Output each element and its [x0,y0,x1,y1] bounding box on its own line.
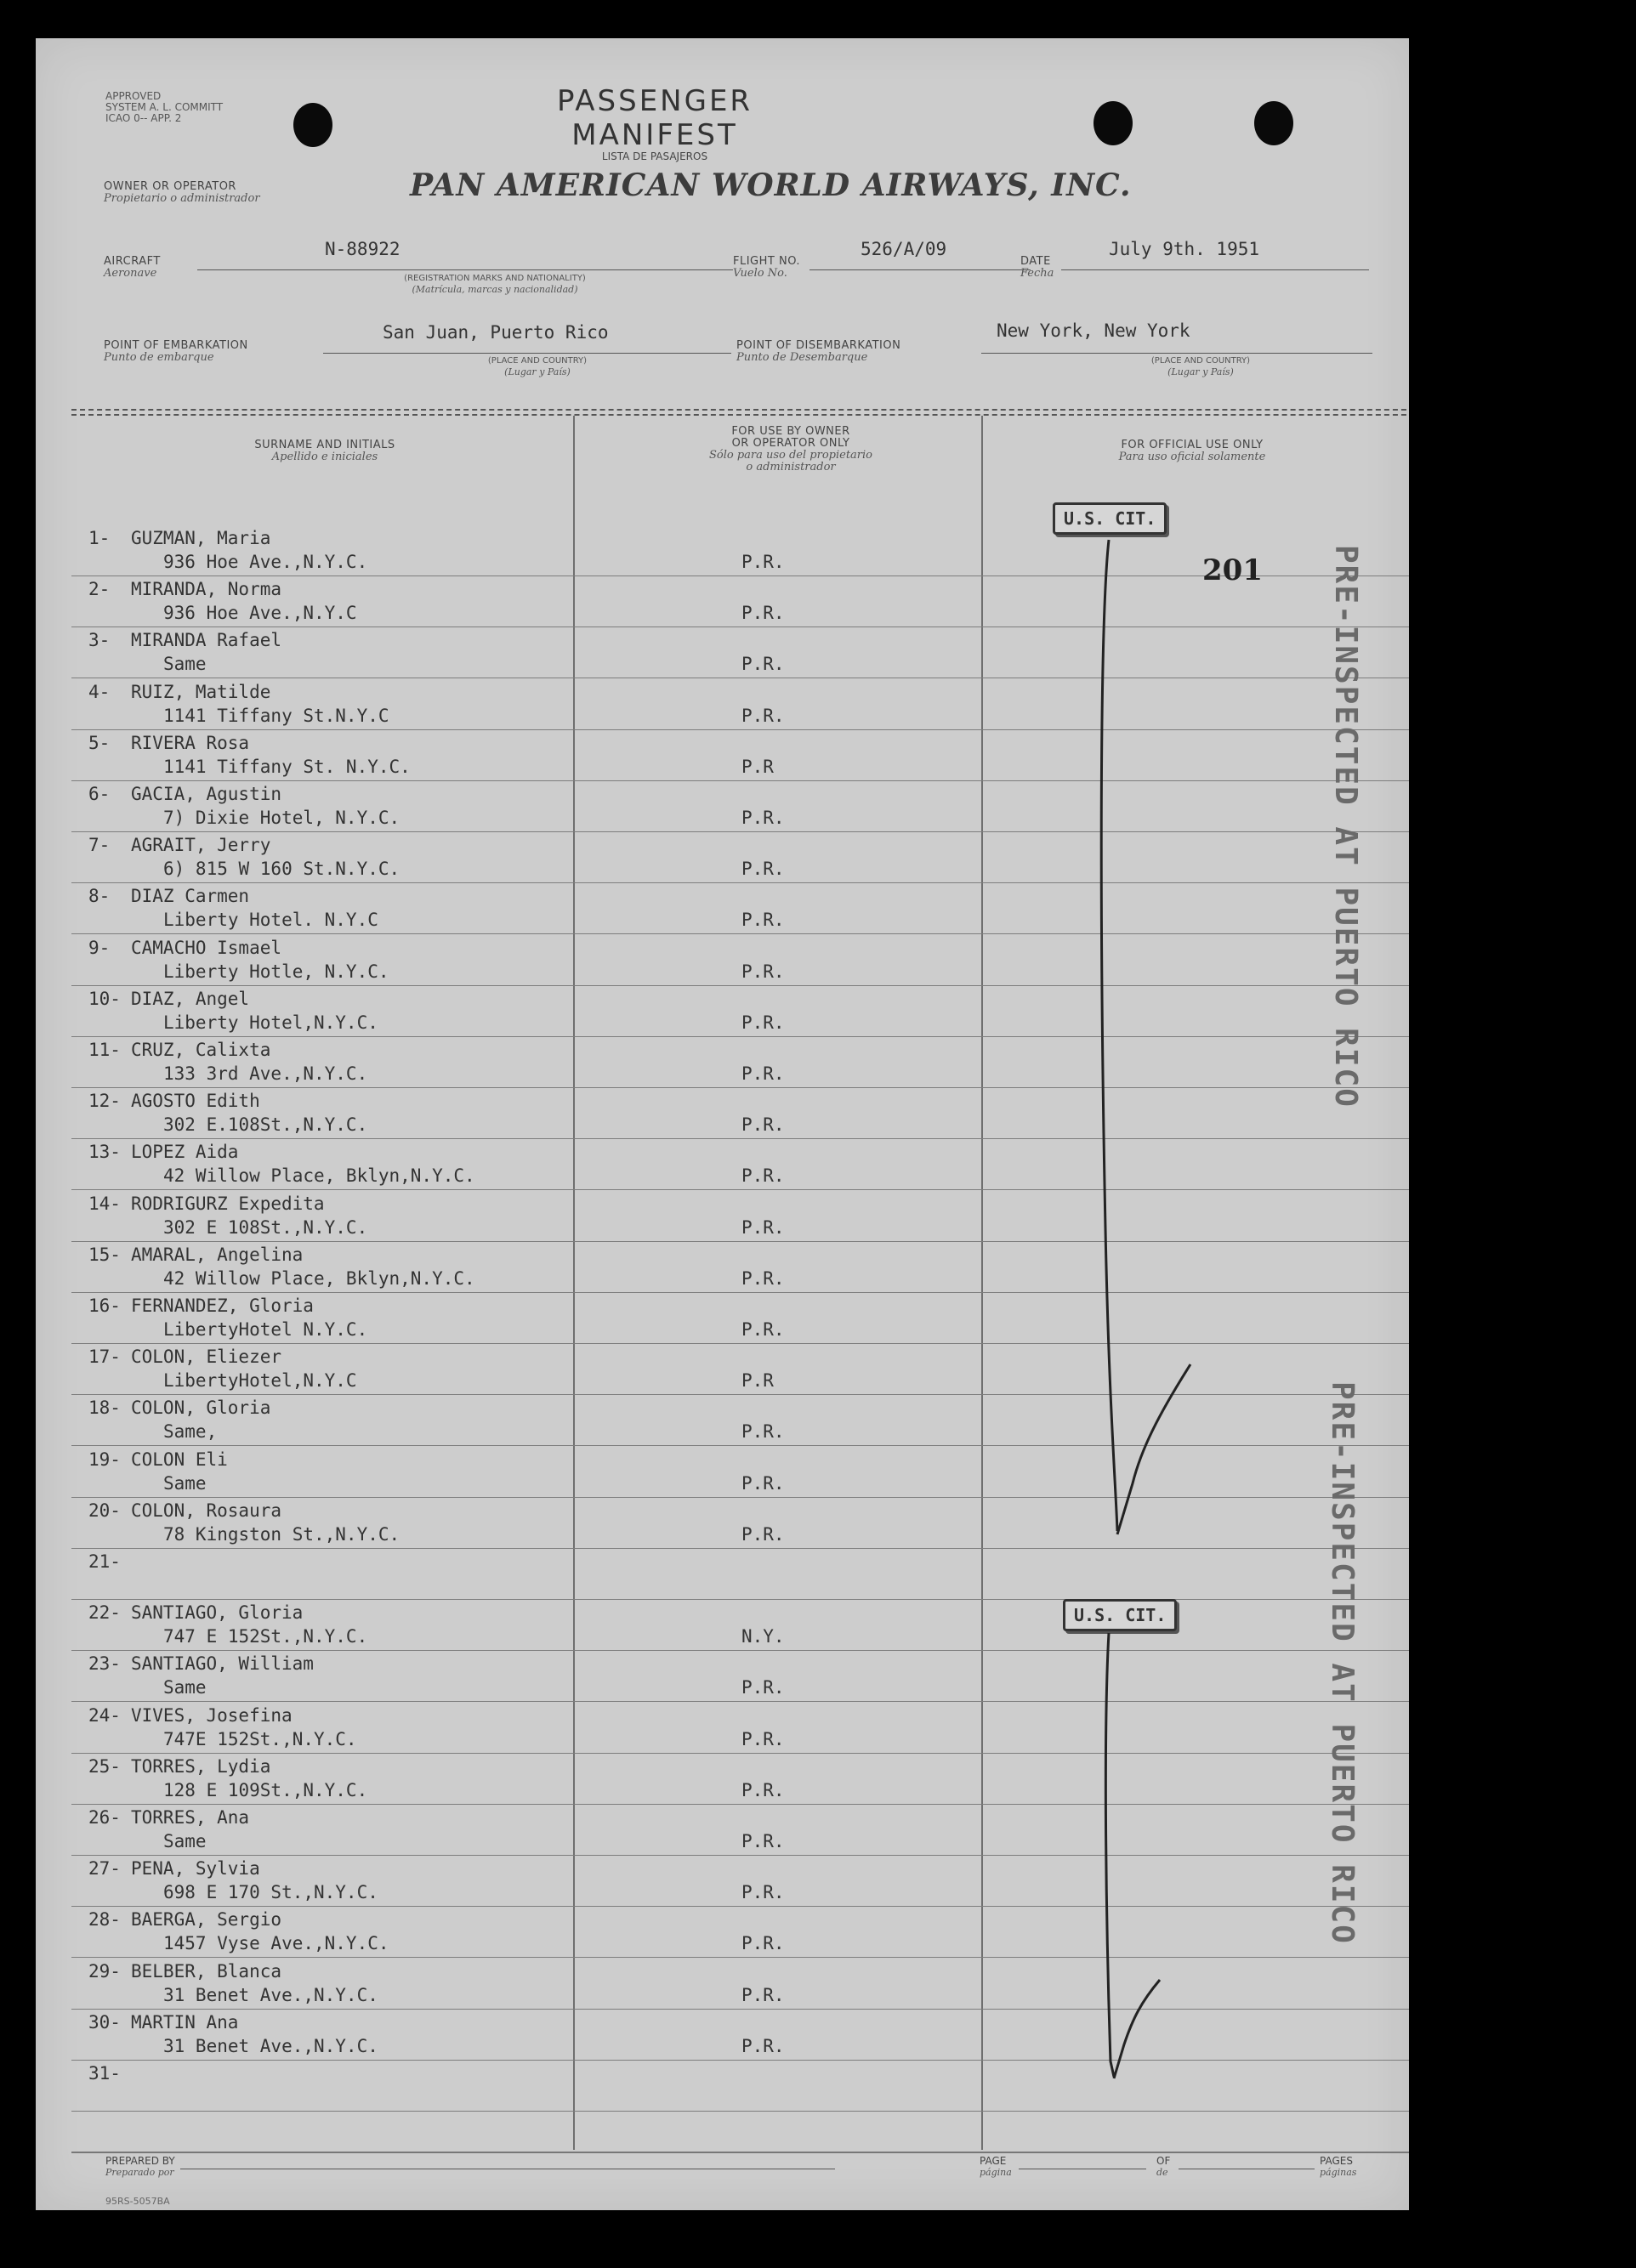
passenger-address: 747 E 152St.,N.Y.C. [163,1626,368,1647]
passenger-address: 1141 Tiffany St.N.Y.C [163,705,389,726]
aircraft-label-es: Aeronave [104,267,157,280]
of-label-es: de [1156,2167,1168,2178]
passenger-name: MIRANDA, Norma [131,579,282,600]
passenger-address: Same, [163,1421,218,1443]
prepared-by-label-block [105,2155,175,2178]
passenger-name: RIVERA Rosa [131,732,250,753]
passenger-address: 42 Willow Place, Bklyn,N.Y.C. [163,1165,475,1187]
passenger-code: P.R. [741,705,785,726]
page-label-block [980,2155,1012,2178]
passenger-code: P.R. [741,1472,785,1494]
row-number: 14- [88,1193,121,1214]
passenger-address: Liberty Hotle, N.Y.C. [163,961,389,982]
owner-value: PAN AMERICAN WORLD AIRWAYS, INC. [410,167,1132,203]
passenger-code: N.Y. [741,1626,785,1647]
passenger-code: P.R [741,1370,774,1392]
passenger-code: P.R. [741,1677,785,1698]
passenger-address: 1141 Tiffany St. N.Y.C. [163,756,411,777]
official-pen-marks [36,38,1409,2210]
passenger-code: P.R. [741,1523,785,1545]
passenger-code: P.R. [741,859,785,880]
passenger-name: DIAZ, Angel [131,988,250,1009]
row-number: 8- [88,886,111,907]
row-number: 13- [88,1142,121,1163]
passenger-name: BELBER, Blanca [131,1960,282,1982]
passenger-address: 7) Dixie Hotel, N.Y.C. [163,808,400,828]
row-number: 12- [88,1091,121,1112]
passenger-address: LibertyHotel N.Y.C. [163,1319,368,1340]
owner-label-es: Propietario o administrador [104,192,260,205]
preinspected-stamp: PRE-INSPECTED AT PUERTO RICO [1328,545,1363,1108]
row-number: 5- [88,732,111,753]
date-value: July 9th. 1951 [1109,239,1260,259]
row-number: 29- [88,1960,121,1982]
page-title: PASSENGER MANIFEST [556,84,753,152]
passenger-address: Same [163,1677,207,1698]
pen-line [1105,1633,1114,2077]
embark-label-es: Punto de embarque [104,351,214,364]
aircraft-caption: (REGISTRATION MARKS AND NATIONALITY) [404,274,586,283]
row-number: 21- [88,1551,121,1572]
passenger-code: P.R. [741,1114,785,1136]
prepared-by-label-es: Preparado por [105,2167,174,2178]
passenger-code: P.R. [741,910,785,931]
row-number: 28- [88,1909,121,1931]
column-header-name-label: SURNAME AND INITIALS [254,439,395,451]
column-header-official-es: Para uso oficial solamente [1118,451,1266,463]
disembark-caption: (PLACE AND COUNTRY) [1150,356,1251,366]
passenger-name: BAERGA, Sergio [131,1909,282,1931]
passenger-name: CAMACHO Ismael [131,937,282,958]
passenger-address: 936 Hoe Ave.,N.Y.C [163,603,357,624]
row-number: 6- [88,784,111,804]
passenger-code: P.R. [741,1267,785,1289]
row-number: 31- [88,2063,121,2084]
passenger-name: COLON, Gloria [131,1398,271,1419]
row-number: 24- [88,1704,121,1726]
passenger-code: P.R. [741,1063,785,1084]
passenger-name: PENA, Sylvia [131,1858,260,1880]
pages-label-block [1320,2155,1356,2178]
of-label: OF [1156,2155,1171,2167]
passenger-address: LibertyHotel,N.Y.C [163,1370,357,1392]
passenger-name: LOPEZ Aida [131,1142,239,1163]
check-mark [1114,1980,1160,2078]
passenger-name: COLON Eli [131,1449,228,1470]
approval-line: APPROVED [105,90,162,102]
row-number: 19- [88,1449,121,1470]
passenger-name: CRUZ, Calixta [131,1040,271,1060]
passenger-name: COLON, Eliezer [131,1347,282,1368]
embark-value: San Juan, Puerto Rico [383,322,609,343]
page-number-stamp: 201 [1202,553,1263,587]
passenger-address: Same [163,654,207,675]
passenger-name: DIAZ Carmen [131,886,250,907]
embark-caption: (PLACE AND COUNTRY) [487,356,588,366]
passenger-code: P.R. [741,961,785,982]
table-bottom-rule [71,2152,1409,2153]
passenger-code: P.R. [741,1728,785,1749]
flight-value: 526/A/09 [861,239,947,259]
row-number: 16- [88,1296,121,1316]
passenger-name: MIRANDA Rafael [131,630,282,651]
passenger-name: FERNANDEZ, Gloria [131,1296,314,1316]
passenger-code: P.R. [741,603,785,624]
passenger-address: 128 E 109St.,N.Y.C. [163,1779,368,1800]
passenger-address: 302 E.108St.,N.Y.C. [163,1114,368,1136]
row-number: 9- [88,937,111,958]
passenger-name: SANTIAGO, Gloria [131,1602,304,1624]
passenger-name: AMARAL, Angelina [131,1244,304,1265]
passenger-name: TORRES, Lydia [131,1755,271,1777]
form-code: 95RS-5057BA [105,2196,170,2207]
aircraft-value: N-88922 [325,239,400,259]
passenger-code: P.R. [741,1933,785,1954]
column-header-owner-line: OR OPERATOR ONLY [731,437,850,450]
passenger-code: P.R. [741,1421,785,1443]
of-label-block [1156,2155,1170,2178]
pen-line [1101,540,1117,1531]
row-number: 25- [88,1755,121,1777]
passenger-code: P.R. [741,1012,785,1033]
owner-label: OWNER OR OPERATOR [104,180,236,193]
passenger-name: AGRAIT, Jerry [131,835,271,856]
page-label-es: página [980,2167,1012,2178]
passenger-address: 6) 815 W 160 St.N.Y.C. [163,859,400,880]
approval-line: SYSTEM A. L. COMMITT [105,101,224,113]
passenger-address: Same [163,1472,207,1494]
passenger-address: 1457 Vyse Ave.,N.Y.C. [163,1933,389,1954]
us-citizen-stamp: U.S. CIT. [1053,502,1167,535]
row-number: 26- [88,1807,121,1828]
passenger-address: 31 Benet Ave.,N.Y.C. [163,2035,378,2056]
passenger-code: P.R. [741,1882,785,1903]
us-citizen-stamp: U.S. CIT. [1063,1599,1177,1631]
column-header-owner-es: o administrador [746,461,836,473]
passenger-code: P.R. [741,2035,785,2056]
passenger-name: COLON, Rosaura [131,1500,282,1521]
passenger-address: Liberty Hotel,N.Y.C. [163,1012,378,1033]
aircraft-caption-es: (Matrícula, marcas y nacionalidad) [412,284,578,295]
passenger-name: SANTIAGO, William [131,1653,314,1675]
flight-label: FLIGHT NO. [733,255,801,268]
passenger-name: TORRES, Ana [131,1807,250,1828]
row-number: 18- [88,1398,121,1419]
passenger-name: RUIZ, Matilde [131,681,271,702]
embark-label: POINT OF EMBARKATION [104,339,248,352]
passenger-code: P.R. [741,1319,785,1340]
row-number: 22- [88,1602,121,1624]
passenger-address: 747E 152St.,N.Y.C. [163,1728,357,1749]
flight-label-es: Vuelo No. [733,267,787,280]
date-label: DATE [1020,255,1051,268]
passenger-name: MARTIN Ana [131,2011,239,2033]
column-header-owner-line: FOR USE BY OWNER [731,425,850,438]
aircraft-label: AIRCRAFT [104,255,161,268]
passenger-name: GACIA, Agustin [131,784,282,804]
passenger-name: VIVES, Josefina [131,1704,293,1726]
column-header-official-label: FOR OFFICIAL USE ONLY [1121,439,1264,451]
passenger-address: 31 Benet Ave.,N.Y.C. [163,1984,378,2005]
column-header-name-es: Apellido e iniciales [271,451,378,463]
passenger-code: P.R. [741,808,785,828]
passenger-code: P.R. [741,1216,785,1238]
row-number: 27- [88,1858,121,1880]
preinspected-stamp: PRE-INSPECTED AT PUERTO RICO [1325,1381,1360,1945]
prepared-by-label: PREPARED BY [105,2155,175,2167]
page-label: PAGE [980,2155,1007,2167]
disembark-label-es: Punto de Desembarque [736,351,868,364]
passenger-name: AGOSTO Edith [131,1091,260,1112]
pages-label-es: páginas [1320,2167,1357,2178]
passenger-code: P.R [741,756,774,777]
column-header-owner-es: Sólo para uso del propietario [708,449,873,462]
passenger-name: RODRIGURZ Expedita [131,1193,325,1214]
row-number: 10- [88,988,121,1009]
row-number: 11- [88,1040,121,1060]
row-number: 30- [88,2011,121,2033]
embark-caption-es: (Lugar y País) [504,366,571,377]
row-number: 23- [88,1653,121,1675]
check-mark [1117,1364,1190,1534]
passenger-address: 698 E 170 St.,N.Y.C. [163,1882,378,1903]
row-number: 20- [88,1500,121,1521]
manifest-sheet [36,38,1409,2210]
disembark-caption-es: (Lugar y País) [1167,366,1234,377]
row-number: 17- [88,1347,121,1368]
passenger-code: P.R. [741,1984,785,2005]
page-subtitle: LISTA DE PASAJEROS [601,150,708,162]
passenger-address: 42 Willow Place, Bklyn,N.Y.C. [163,1267,475,1289]
passenger-code: P.R. [741,1779,785,1800]
pages-label: PAGES [1320,2155,1353,2167]
passenger-address: Liberty Hotel. N.Y.C [163,910,378,931]
passenger-address: Same [163,1831,207,1851]
passenger-code: P.R. [741,1831,785,1851]
passenger-address: 78 Kingston St.,N.Y.C. [163,1523,400,1545]
row-number: 7- [88,835,111,856]
date-label-es: Fecha [1020,267,1054,280]
row-number: 3- [88,630,111,651]
passenger-address: 302 E 108St.,N.Y.C. [163,1216,368,1238]
passenger-address: 936 Hoe Ave.,N.Y.C. [163,552,368,572]
row-number: 4- [88,681,111,702]
passenger-code: P.R. [741,654,785,675]
passenger-code: P.R. [741,552,785,572]
approval-line: ICAO 0-- APP. 2 [105,112,182,124]
passenger-code: P.R. [741,1165,785,1187]
passenger-name: GUZMAN, Maria [131,528,271,548]
row-number: 2- [88,579,111,600]
row-number: 1- [88,528,111,548]
disembark-label: POINT OF DISEMBARKATION [736,339,901,352]
disembark-value: New York, New York [997,320,1190,341]
row-number: 15- [88,1244,121,1265]
passenger-address: 133 3rd Ave.,N.Y.C. [163,1063,368,1084]
